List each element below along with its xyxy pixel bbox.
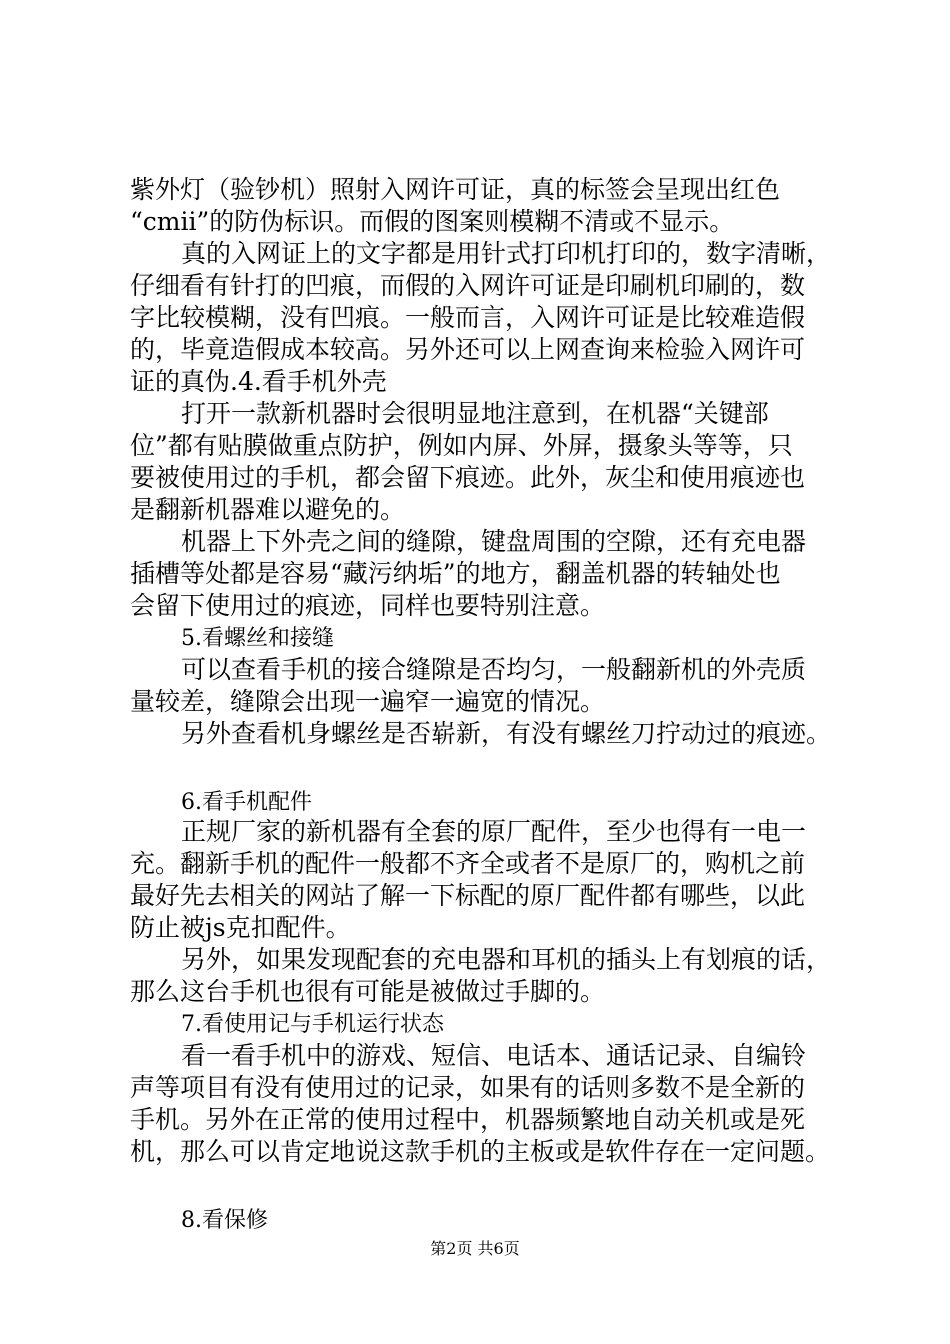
text-line: 可以查看手机的接合缝隙是否均匀，一般翻新机的外壳质 [181, 655, 807, 684]
text-line: 的，毕竟造假成本较高。另外还可以上网查询来检验入网许可 [130, 335, 806, 364]
section-heading: 8.看保修 [181, 1208, 268, 1233]
text-line: 声等项目有没有使用过的记录，如果有的话则多数不是全新的 [130, 1073, 806, 1102]
text-line: 看一看手机中的游戏、短信、电话本、通话记录、自编铃 [181, 1041, 807, 1070]
text-line: 另外查看机身螺丝是否崭新，有没有螺丝刀拧动过的痕迹。 [181, 719, 832, 748]
text-line: 插槽等处都是容易“藏污纳垢”的地方，翻盖机器的转轴处也 [130, 559, 781, 588]
text-line: 打开一款新机器时会很明显地注意到，在机器“关键部 [181, 399, 769, 428]
text-line: 会留下使用过的痕迹，同样也要特别注意。 [130, 591, 606, 620]
text-line: 证的真伪.4.看手机外壳 [130, 367, 387, 396]
text-line: 位”都有贴膜做重点防护，例如内屏、外屏，摄象头等等，只 [130, 431, 793, 460]
text-line: 正规厂家的新机器有全套的原厂配件，至少也得有一电一 [181, 817, 807, 846]
text-line: “cmii”的防伪标识。而假的图案则模糊不清或不显示。 [130, 207, 735, 236]
page-number-footer: 第2页 共6页 [430, 1239, 520, 1258]
text-line: 是翻新机器难以避免的。 [130, 495, 406, 524]
text-line: 要被使用过的手机，都会留下痕迹。此外，灰尘和使用痕迹也 [130, 463, 806, 492]
section-heading: 5.看螺丝和接缝 [181, 626, 334, 651]
text-line: 字比较模糊，没有凹痕。一般而言，入网许可证是比较难造假 [130, 303, 806, 332]
section-heading: 7.看使用记与手机运行状态 [181, 1012, 444, 1037]
text-line: 机，那么可以肯定地说这款手机的主板或是软件存在一定问题。 [130, 1137, 831, 1166]
text-line: 那么这台手机也很有可能是被做过手脚的。 [130, 977, 606, 1006]
text-line: 真的入网证上的文字都是用针式打印机打印的，数字清晰， [181, 239, 832, 268]
text-line: 最好先去相关的网站了解一下标配的原厂配件都有哪些，以此 [130, 881, 806, 910]
text-line: 防止被js克扣配件。 [130, 913, 351, 942]
text-line: 机器上下外壳之间的缝隙，键盘周围的空隙，还有充电器 [181, 527, 807, 556]
text-line: 量较差，缝隙会出现一遍窄一遍宽的情况。 [130, 687, 606, 716]
text-line: 紫外灯（验钞机）照射入网许可证，真的标签会呈现出红色 [130, 175, 781, 204]
text-line: 另外，如果发现配套的充电器和耳机的插头上有划痕的话， [181, 945, 832, 974]
text-line: 手机。另外在正常的使用过程中，机器频繁地自动关机或是死 [130, 1105, 806, 1134]
text-line: 充。翻新手机的配件一般都不齐全或者不是原厂的，购机之前 [130, 849, 806, 878]
section-heading: 6.看手机配件 [181, 790, 312, 815]
text-line: 仔细看有针打的凹痕，而假的入网许可证是印刷机印刷的，数 [130, 271, 806, 300]
